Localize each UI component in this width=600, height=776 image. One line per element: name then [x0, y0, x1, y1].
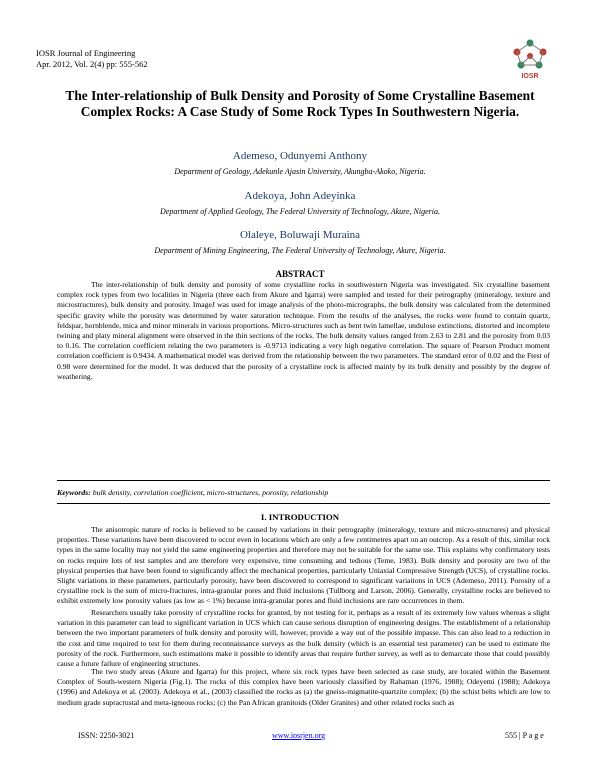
iosr-logo-icon — [510, 38, 550, 80]
author-affiliation-2: Department of Applied Geology, The Federal University of Technology, Akure, Nigeria. — [160, 207, 440, 216]
paper-title: The Inter-relationship of Bulk Density and Porosity of Some Crystalline Basement Complex Rocks: A Case Study of Some Rock Types In Southwestern Nigeria. — [65, 88, 535, 119]
abstract-text: The inter-relationship of bulk density and porosity of some crystalline rocks in southwestern Nigeria was investigated. Six crystalline basement complex rock types from two localities in Nigeria (three each from Akure and Igarra) were sampled and tested for their petrography (mineralogy, texture and microstructures), bulk density and porosity. ImageJ was used for image analysis of the photo-micrographs, the bulk density was calculated from the determined specific gravity while the porosity was determined by water saturation technique. From the results of the analyses, the rocks were found to contain quartz, feldspar, hornblende, mica and minor minerals in various proportions. Micro-structures such as bent twin lamellae, undulose extinctions, distorted and incomplete twining and platy mineral alignment were observed in the thin sections of the rocks. The bulk density values ranged from 2.63 to 2.81 and the porosity from 0.03 to 0.16. The correlation coefficient relating the two parameters is -0.9713 indicating a very high negative correlation. The square of Pearson Product moment correlation coefficient is 0.9434. A mathematical model was derived from the relationship between the two parameters. The standard error of 0.02 and the Ftest of 0.98 were determined for the model. It was deduced that the porosity of a crystalline rock is affected mainly by its bulk density and possibly by the degree of weathering. — [57, 280, 550, 381]
author-name-3: Olaleye, Boluwaji Muraina — [239, 229, 361, 241]
footer-issn: ISSN: 2250-3021 — [78, 731, 135, 740]
author-name-1: Ademeso, Odunyemi Anthony — [232, 150, 368, 162]
divider-bottom — [57, 503, 550, 504]
intro-paragraph-3: The two study areas (Akure and Igarra) for this project, where six rock types have been selected as case study, are located within the Basement Complex of South-western Nigeria (Fig.1). The rocks of this complex have been variously classified by Rahaman (1976, 1988); Odeyemi (1988); Adekoya (1996) and Adekoya et al. (2003). Adekoya et al., (2003) classified the rocks as (a) the gneiss-migmatite-quartzite complex; (b) the schist belts which are low to medium grade supracrustal and meta-igneous rocks; (c) the Pan African granitoids (Older Granites) and other related rocks such as — [57, 667, 550, 707]
footer-page-number: 555 | P a g e — [505, 731, 544, 740]
section-heading-introduction: I. INTRODUCTION — [260, 512, 340, 522]
keywords-label: Keywords: — [57, 488, 91, 497]
author-affiliation-3: Department of Mining Engineering, The Federal University of Technology, Akure, Nigeria. — [154, 246, 446, 255]
intro-paragraph-2: Researchers usually take porosity of crystalline rocks for granted, by not testing for it, perhaps as a result of its extremely low values whereas a slight variation in this parameter can lead to significant variation in UCS which can cause serious disruption of engineering designs. The establishment of a relationship between the two important parameters of bulk density and porosity will, however, provide a way out of the possible impasse. This can also lead to a reduction in the cost and time required to test for them during reconnaissance surveys as the bulk density (which is an essential test parameter) can be used to estimate the porosity of the rock. Furthermore, such estimations make it possible to identify areas that require further survey, as well as to demarcate those that could possibly cause a future failure of engineering structures. — [57, 608, 550, 669]
abstract-heading: ABSTRACT — [275, 269, 325, 279]
journal-issue: Apr. 2012, Vol. 2(4) pp: 555-562 — [36, 59, 148, 69]
intro-paragraph-1: The anisotropic nature of rocks is believed to be caused by variations in their petrography (mineralogy, texture and micro-structures) and physical properties. These variations have been discovered to occur even in locations which are only a few centimetres apart on an outcrop. As a result of this, similar rock types in the same locality may not yield the same engineering properties and therefore may not be suitable for the same use. This explains why confirmatory tests on rocks require lots of test samples and are therefore very expensive, time consuming and tedious (Teme, 1983). Bulk density and porosity are two of the physical properties that have been found to significantly affect the mechanical properties, particularly Uniaxial Compressive Strength (UCS), of crystalline rocks. Slight variations in these parameters, particularly porosity, have been discovered to correspond to significant variations in UCS (Ademeso, 2011). Porosity of a crystalline rock is the sum of micro-fractures, intra-granular pores and fluid inclusions (Tullborg and Larson, 2006). Generally, crystalline rocks are believed to exhibit extremely low porosity values (as low as < 1%) because intra-granular pores and fluid inclusions are rare occurrences in them. — [57, 525, 550, 606]
footer-url-link[interactable]: www.iosrjen.org — [272, 731, 326, 740]
author-name-2: Adekoya, John Adeyinka — [244, 190, 356, 202]
keywords-text: bulk density, correlation coefficient, micro-structures, porosity, relationship — [92, 488, 329, 497]
logo-text: IOSR — [521, 73, 539, 80]
journal-name: IOSR Journal of Engineering — [36, 48, 136, 58]
keywords — [57, 488, 550, 497]
author-affiliation-1: Department of Geology, Adekunle Ajasin University, Akungba-Akoko, Nigeria. — [174, 167, 426, 176]
journal-info — [36, 48, 148, 70]
divider-top — [57, 480, 550, 481]
